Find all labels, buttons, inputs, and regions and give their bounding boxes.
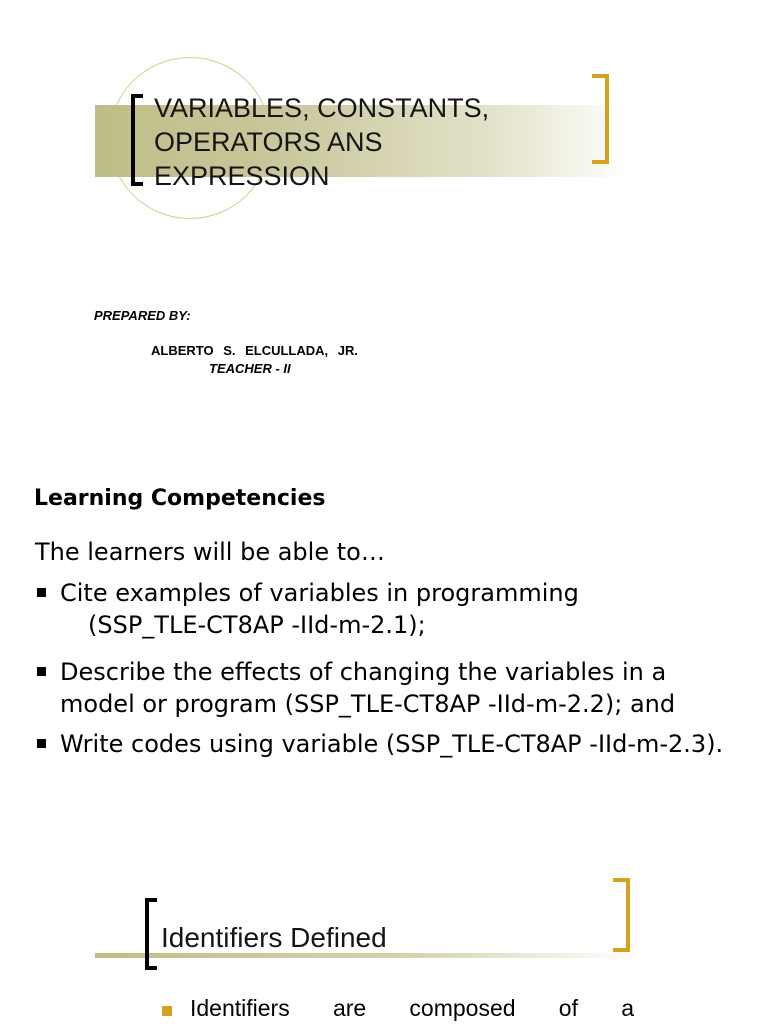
competencies-intro: The learners will be able to…	[35, 538, 385, 566]
square-bullet-icon	[37, 667, 46, 676]
competencies-heading: Learning Competencies	[34, 486, 326, 511]
competency-item-2	[60, 656, 760, 720]
square-bullet-icon	[37, 588, 46, 597]
title-right-bracket	[592, 74, 609, 164]
prepared-by-label: PREPARED BY:	[94, 308, 191, 323]
square-bullet-icon	[162, 1006, 172, 1016]
competency-item-3	[60, 728, 760, 760]
author-name: ALBERTO S. ELCULLADA, JR.	[151, 343, 358, 358]
square-bullet-icon	[37, 739, 46, 748]
author-title: TEACHER - II	[209, 361, 291, 376]
identifiers-title: Identifiers Defined	[161, 922, 387, 953]
slide-title	[154, 91, 574, 193]
competency-text: Write codes using variable (SSP_TLE-CT8AP -IId-m-2.3).	[60, 730, 724, 758]
slide-title-line-2: OPERATORS ANS	[154, 127, 383, 157]
identifiers-right-bracket	[613, 878, 630, 952]
identifiers-left-bracket	[145, 898, 157, 970]
slide-title-line-3: EXPRESSION	[154, 161, 330, 191]
competency-text: Describe the effects of changing the variables in a	[60, 658, 667, 686]
competency-text-cont: model or program (SSP_TLE-CT8AP -IId-m-2.2); and	[60, 690, 676, 718]
competency-code: (SSP_TLE-CT8AP -IId-m-2.1);	[88, 611, 426, 639]
title-left-bracket	[131, 94, 143, 186]
competency-text: Cite examples of variables in programming	[60, 579, 579, 607]
slide-title-line-1: VARIABLES, CONSTANTS,	[154, 93, 490, 123]
competency-item-1	[60, 577, 760, 641]
identifiers-bullet-text: Identifiers are composed of a	[190, 995, 634, 1021]
